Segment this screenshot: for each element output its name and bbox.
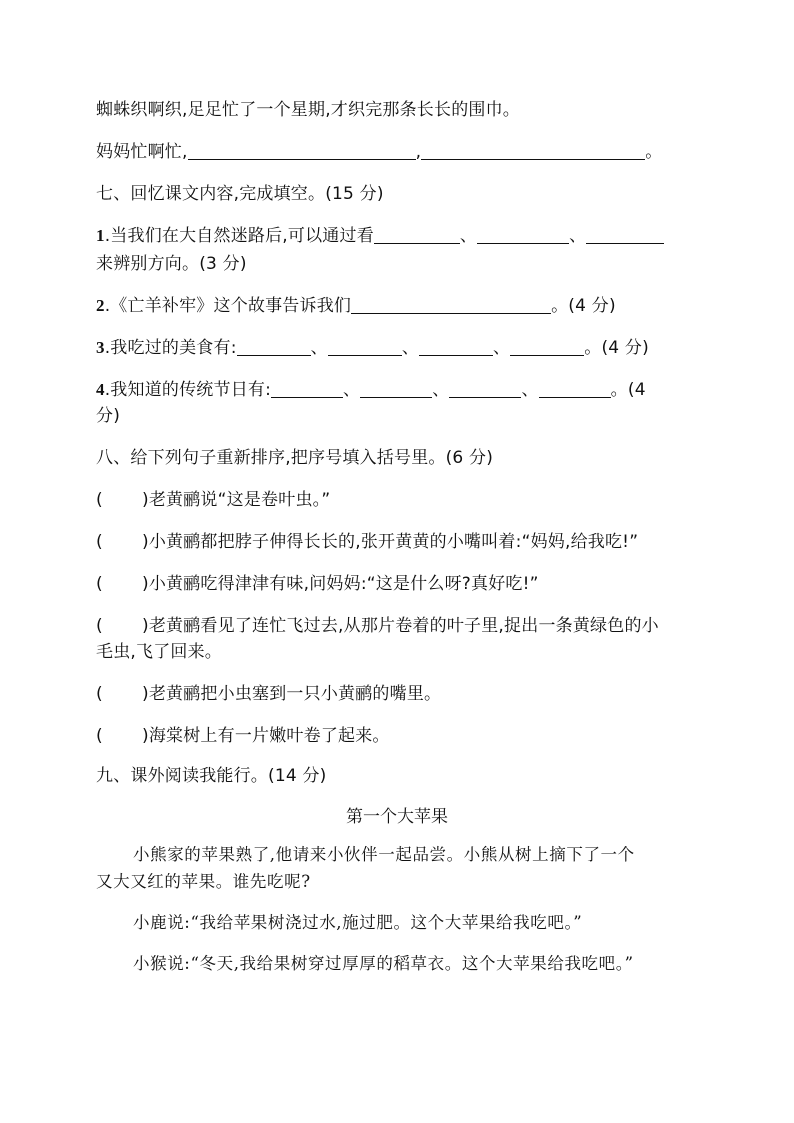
order-item-2	[96, 530, 638, 554]
q4-separator-2: 、	[432, 380, 450, 400]
question-1-cont-text: 来辨别方向。(3 分)	[96, 254, 247, 274]
section-8-heading	[96, 446, 493, 470]
story-title: 第一个大苹果	[346, 807, 448, 827]
order-item-6	[96, 724, 390, 748]
q3-blank-1[interactable]	[237, 337, 311, 356]
q1-separator-2: 、	[569, 226, 587, 246]
q2-blank[interactable]	[351, 295, 551, 314]
question-1-text: .当我们在大自然迷路后,可以通过看	[104, 226, 374, 246]
story-paragraph-2: 小鹿说:“我给苹果树浇过水,施过肥。这个大苹果给我吃吧。”	[133, 913, 583, 932]
q4-separator-1: 、	[343, 380, 361, 400]
question-1	[96, 224, 664, 248]
question-1-continued	[96, 252, 247, 276]
question-4-end: 。(4	[610, 380, 646, 400]
order-answer-5[interactable]: (	[96, 684, 103, 704]
question-4-number: 4	[96, 380, 105, 399]
order-answer-6[interactable]: (	[96, 726, 103, 746]
story-paragraph-1-line-2: 又大又红的苹果。谁先吃呢?	[96, 872, 311, 891]
order-item-4	[96, 614, 659, 638]
q1-blank-2[interactable]	[477, 225, 569, 244]
question-4-text: .我知道的传统节日有:	[104, 380, 272, 400]
q4-blank-3[interactable]	[449, 379, 521, 398]
q1-blank-1[interactable]	[374, 225, 460, 244]
story-paragraph-1-line-1: 小熊家的苹果熟了,他请来小伙伴一起品尝。小熊从树上摘下了一个	[133, 845, 635, 864]
section-7-heading	[96, 182, 384, 206]
order-answer-1[interactable]: (	[96, 490, 103, 510]
q3-separator-3: 、	[493, 338, 511, 358]
question-4-cont-text: 分)	[96, 406, 121, 426]
order-answer-2[interactable]: (	[96, 532, 103, 552]
question-3	[96, 336, 649, 360]
section-9-heading-text: 九、课外阅读我能行。(14 分)	[96, 766, 327, 786]
order-item-4-cont-text: 毛虫,飞了回来。	[96, 642, 223, 662]
q4-blank-1[interactable]	[271, 379, 343, 398]
question-4	[96, 378, 646, 402]
q3-separator-1: 、	[310, 338, 328, 358]
q1-blank-3[interactable]	[586, 225, 664, 244]
intro-line-2-end: 。	[645, 142, 663, 162]
section-7-heading-text: 七、回忆课文内容,完成填空。(15 分)	[96, 184, 384, 204]
question-2-end: 。(4 分)	[551, 296, 616, 316]
order-item-1-text: )老黄鹂说“这是卷叶虫。”	[142, 490, 331, 510]
intro-line-2-prefix: 妈妈忙啊忙,	[96, 142, 188, 162]
order-item-3	[96, 572, 539, 596]
order-item-4-text: )老黄鹂看见了连忙飞过去,从那片卷着的叶子里,捉出一条黄绿色的小	[142, 616, 659, 636]
intro-line-2	[96, 140, 662, 164]
q1-separator-1: 、	[459, 226, 478, 246]
q3-blank-4[interactable]	[510, 337, 584, 356]
fill-blank-2[interactable]	[421, 141, 645, 160]
story-paragraph-3: 小猴说:“冬天,我给果树穿过厚厚的稻草衣。这个大苹果给我吃吧。”	[133, 954, 634, 973]
q4-blank-4[interactable]	[539, 379, 611, 398]
intro-line-1-text: 蜘蛛织啊织,足足忙了一个星期,才织完那条长长的围巾。	[96, 100, 521, 120]
order-answer-4[interactable]: (	[96, 616, 103, 636]
order-item-1	[96, 488, 330, 512]
intro-line-1	[96, 98, 520, 122]
q4-blank-2[interactable]	[360, 379, 432, 398]
question-4-continued	[96, 404, 120, 428]
order-answer-3[interactable]: (	[96, 574, 103, 594]
q3-blank-2[interactable]	[328, 337, 402, 356]
intro-line-2-comma: ,	[415, 142, 422, 162]
question-3-text: .我吃过的美食有:	[104, 338, 237, 358]
order-item-5	[96, 682, 441, 706]
section-8-heading-text: 八、给下列句子重新排序,把序号填入括号里。(6 分)	[96, 448, 494, 468]
order-item-5-text: )老黄鹂把小虫塞到一只小黄鹂的嘴里。	[142, 684, 442, 704]
question-3-number: 3	[96, 338, 105, 357]
order-item-6-text: )海棠树上有一片嫩叶卷了起来。	[142, 726, 390, 746]
order-item-2-text: )小黄鹂都把脖子伸得长长的,张开黄黄的小嘴叫着:“妈妈,给我吃!”	[142, 532, 639, 552]
question-2-text: .《亡羊补牢》这个故事告诉我们	[104, 296, 352, 316]
order-item-4-continued	[96, 640, 222, 664]
fill-blank-1[interactable]	[188, 141, 416, 160]
question-1-number: 1	[96, 226, 105, 245]
question-2-number: 2	[96, 296, 105, 315]
order-item-3-text: )小黄鹂吃得津津有味,问妈妈:“这是什么呀?真好吃!”	[142, 574, 539, 594]
q3-blank-3[interactable]	[419, 337, 493, 356]
q3-separator-2: 、	[401, 338, 420, 358]
q4-separator-3: 、	[521, 380, 539, 400]
question-3-end: 。(4 分)	[584, 338, 649, 358]
question-2	[96, 294, 616, 318]
section-9-heading	[96, 764, 327, 788]
